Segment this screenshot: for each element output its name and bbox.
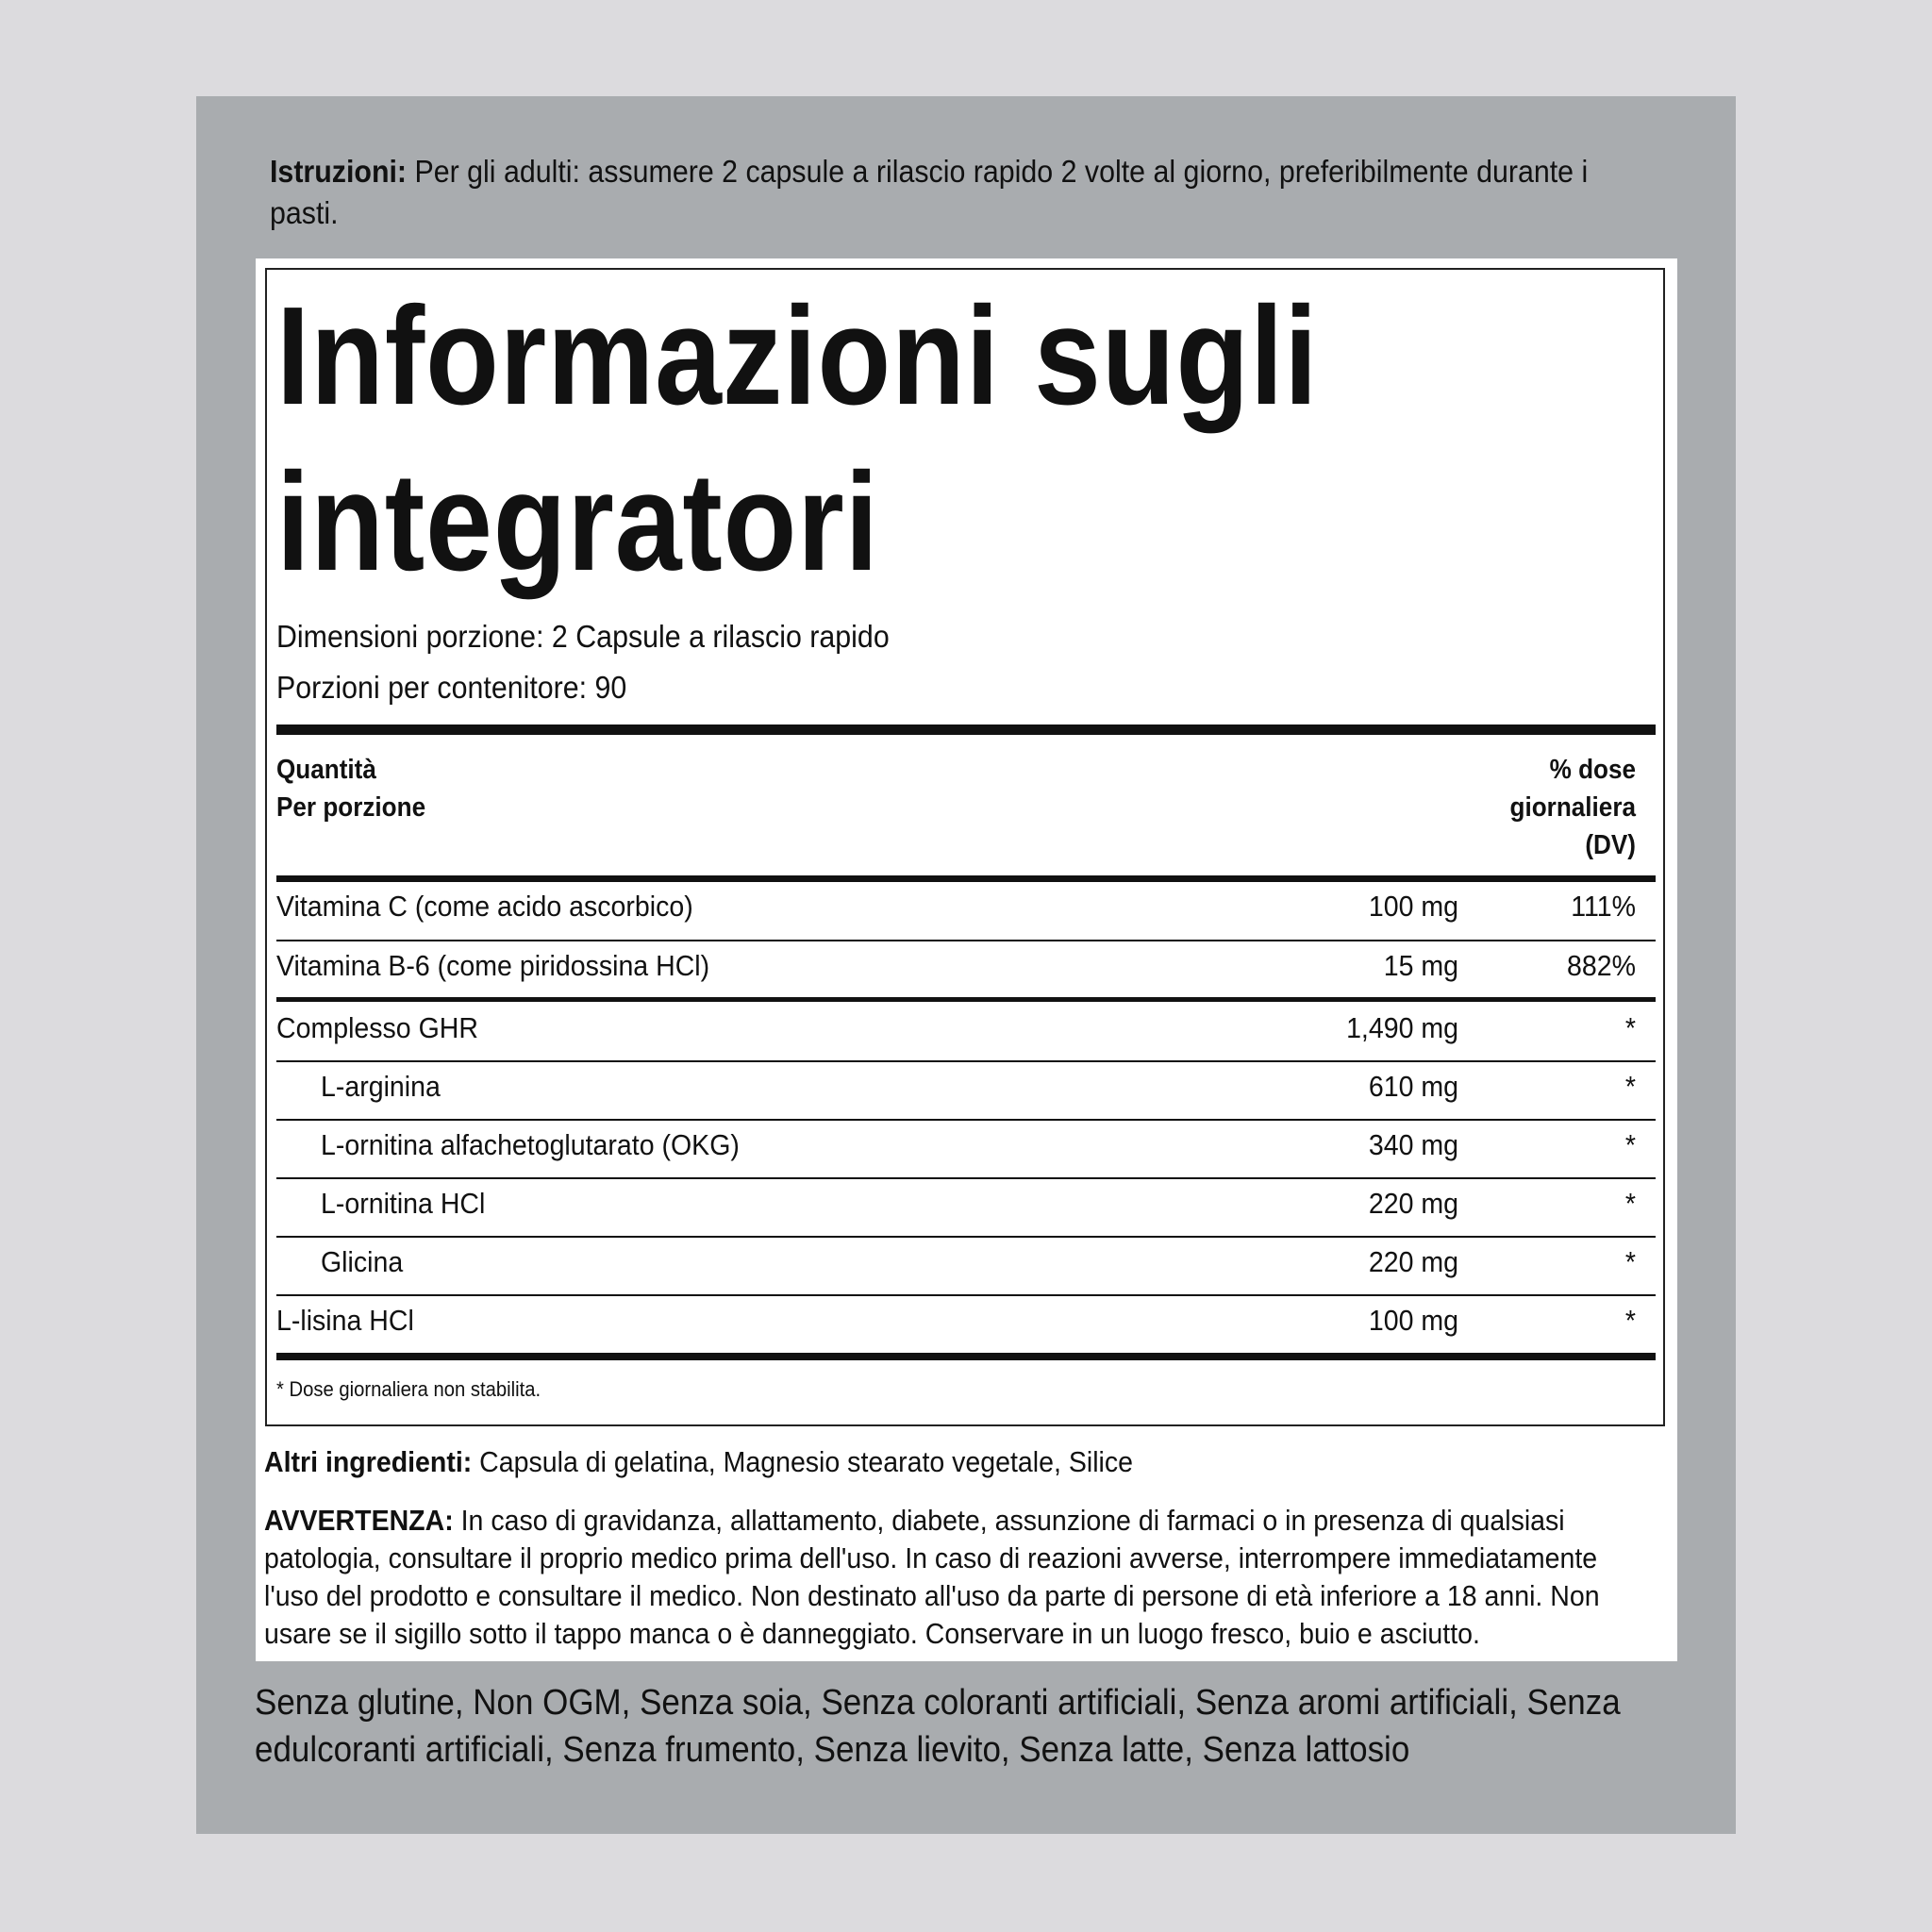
header-amount: [276, 751, 425, 826]
bottom-thick-divider: [276, 1353, 1656, 1360]
row-dv-vitamin-c: 111%: [1571, 890, 1636, 923]
dv-footnote: * Dose giornaliera non stabilita.: [276, 1377, 541, 1401]
row-divider: [276, 1119, 1656, 1121]
row-name-okg: L-ornitina alfachetoglutarato (OKG): [321, 1128, 740, 1161]
row-dv-l-arginine: *: [1624, 1070, 1636, 1103]
thick-divider: [276, 724, 1656, 735]
warning-text: [264, 1502, 1653, 1653]
free-from-claims: Senza glutine, Non OGM, Senza soia, Senza coloranti artificiali, Senza aromi artificiali, Senza edulcoranti artificiali, Senza frumento, Senza lievito, Senza latte, Senza lattosio: [255, 1683, 1621, 1770]
row-amount-l-lysine-hcl: 100 mg: [1368, 1304, 1458, 1337]
row-name-glycine: Glicina: [321, 1245, 404, 1278]
row-name-l-lysine-hcl: L-lisina HCl: [276, 1304, 414, 1337]
row-dv-okg: *: [1624, 1128, 1636, 1161]
row-dv-l-ornithine-hcl: *: [1624, 1187, 1636, 1220]
row-divider: [276, 940, 1656, 941]
row-name-l-arginine: L-arginina: [321, 1070, 441, 1103]
header-divider: [276, 875, 1656, 882]
header-dv-line1: % dose: [1549, 755, 1636, 785]
instructions-label: Istruzioni:: [270, 154, 408, 189]
row-name-ghr-complex: Complesso GHR: [276, 1011, 478, 1044]
row-name-vitamin-b6: Vitamina B-6 (come piridossina HCl): [276, 949, 710, 982]
row-dv-ghr-complex: *: [1624, 1011, 1636, 1044]
row-amount-vitamin-c: 100 mg: [1368, 890, 1458, 923]
row-dv-vitamin-b6: 882%: [1567, 949, 1636, 982]
header-dv-line2: giornaliera: [1509, 792, 1636, 823]
row-amount-ghr-complex: 1,490 mg: [1346, 1011, 1458, 1044]
row-divider: [276, 1294, 1656, 1296]
header-dv: [1466, 751, 1636, 864]
row-amount-okg: 340 mg: [1368, 1128, 1458, 1161]
other-ingredients-text: Capsula di gelatina, Magnesio stearato vegetale, Silice: [472, 1445, 1133, 1478]
serving-size: Dimensioni porzione: 2 Capsule a rilascio rapido: [276, 619, 890, 654]
instructions-body: Per gli adulti: assumere 2 capsule a rilascio rapido 2 volte al giorno, preferibilmente durante i pasti.: [270, 154, 1589, 230]
row-amount-l-arginine: 610 mg: [1368, 1070, 1458, 1103]
facts-title: [276, 274, 1574, 606]
facts-title-line2: integratori: [276, 444, 879, 600]
warning-body: In caso di gravidanza, allattamento, diabete, assunzione di farmaci o in presenza di qualsiasi patologia, consultare il proprio medico prima dell'uso. In caso di reazioni avverse, interrompere immediatamente l'uso del prodotto e consultare il medico. Non destinato all'uso da parte di persone di età inferiore a 18 anni. Non usare se il sigillo sotto il tappo manca o è danneggiato. Conservare in un luogo fresco, buio e asciutto.: [264, 1504, 1600, 1650]
header-amount-line1: Quantità: [276, 755, 376, 785]
header-amount-line2: Per porzione: [276, 792, 426, 823]
row-dv-l-lysine-hcl: *: [1624, 1304, 1636, 1337]
row-divider: [276, 1177, 1656, 1179]
row-amount-l-ornithine-hcl: 220 mg: [1368, 1187, 1458, 1220]
other-ingredients-label: Altri ingredienti:: [264, 1445, 473, 1478]
other-ingredients: [264, 1445, 1133, 1479]
row-name-vitamin-c: Vitamina C (come acido ascorbico): [276, 890, 693, 923]
warning-label: AVVERTENZA:: [264, 1504, 454, 1537]
facts-title-line1: Informazioni sugli: [276, 278, 1319, 434]
row-amount-glycine: 220 mg: [1368, 1245, 1458, 1278]
row-dv-glycine: *: [1624, 1245, 1636, 1278]
row-name-l-ornithine-hcl: L-ornitina HCl: [321, 1187, 486, 1220]
row-divider: [276, 1236, 1656, 1238]
header-dv-line3: (DV): [1585, 830, 1636, 860]
row-divider: [276, 1060, 1656, 1062]
servings-per-container: Porzioni per contenitore: 90: [276, 670, 627, 705]
row-amount-vitamin-b6: 15 mg: [1383, 949, 1458, 982]
section-divider: [276, 997, 1656, 1002]
instructions-text: [270, 151, 1650, 234]
